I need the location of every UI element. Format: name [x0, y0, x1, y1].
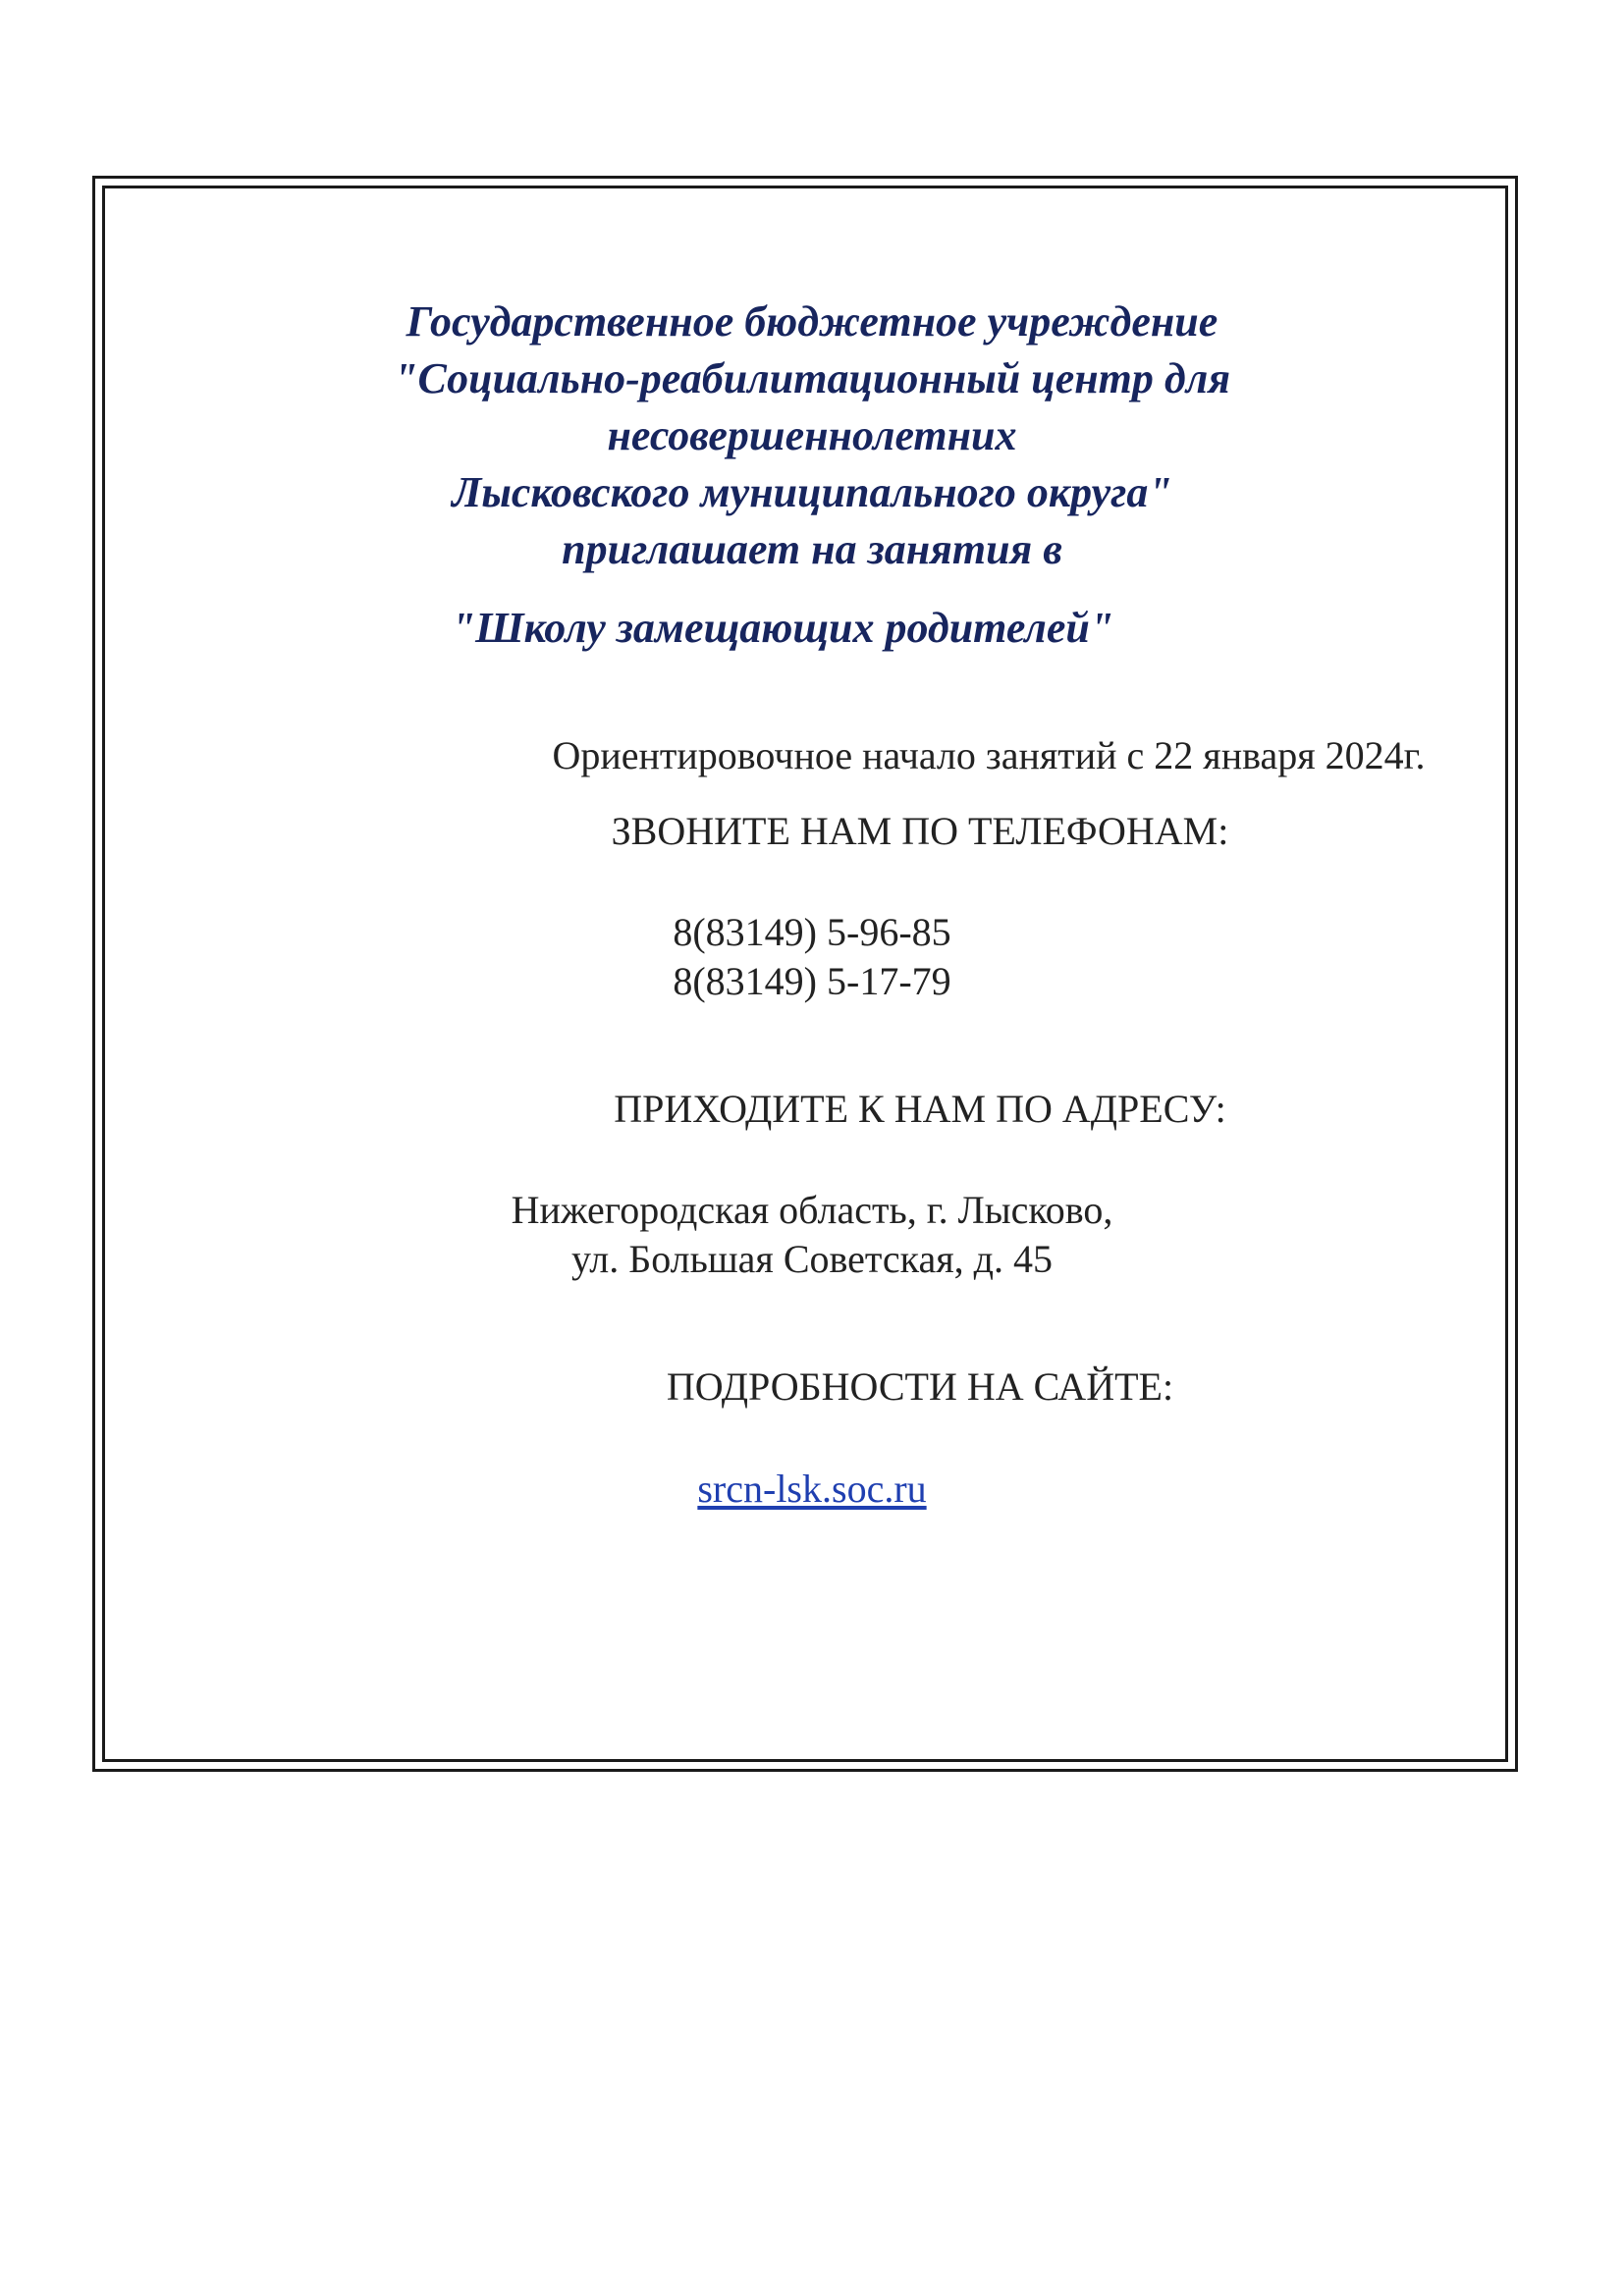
address-title: ПРИХОДИТЕ К НАМ ПО АДРЕСУ:: [614, 1087, 1226, 1131]
phones-title: ЗВОНИТЕ НАМ ПО ТЕЛЕФОНАМ:: [611, 809, 1229, 853]
phone-number-1[interactable]: 8(83149) 5-96-85: [673, 910, 951, 954]
start-date-text: Ориентировочное начало занятий с 22 января 2024г.: [552, 733, 1426, 777]
heading-line-4: Лысковского муниципального округа": [452, 468, 1172, 516]
address-line-1: Нижегородская область, г. Лысково,: [511, 1188, 1113, 1232]
phone-number-2[interactable]: 8(83149) 5-17-79: [673, 959, 951, 1003]
website-title: ПОДРОБНОСТИ НА САЙТЕ:: [666, 1364, 1174, 1409]
heading-line-2: "Социально-реабилитационный центр для: [394, 354, 1230, 402]
website-link[interactable]: srcn-lsk.soc.ru: [697, 1467, 927, 1511]
heading-line-6: "Школу замещающих родителей": [451, 604, 1114, 652]
address-line-2: ул. Большая Советская, д. 45: [571, 1237, 1053, 1281]
heading-line-5: приглашает на занятия в: [562, 525, 1062, 573]
heading-line-1: Государственное бюджетное учреждение: [406, 297, 1218, 346]
website-link-line: [0, 1465, 1624, 1514]
heading-line-3: несовершеннолетних: [607, 411, 1017, 459]
